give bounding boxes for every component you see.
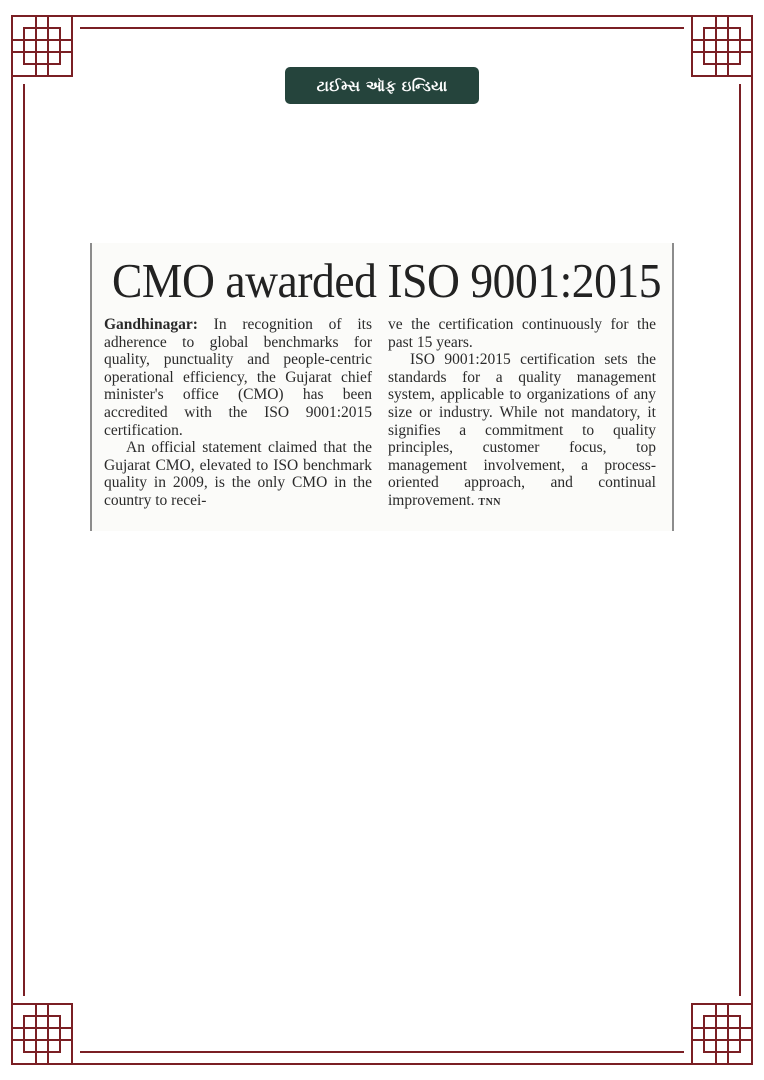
article-column-2 bbox=[388, 316, 656, 512]
article-paragraph-text: ISO 9001:2015 certification sets the standards for a quality management system, applicable to organizations of any size or industry. While not mandatory, it signifies a commitment to quality principles, customer focus, top management involvement, a process-oriented approach, and continual improvement. bbox=[388, 351, 656, 509]
publication-badge: ટાઈમ્સ ઑફ ઇન્ડિયા bbox=[285, 67, 479, 104]
article-paragraph: An official statement claimed that the Gujarat CMO, elevated to ISO benchmark quality in 2009, is the only CMO in the country to recei- bbox=[104, 439, 372, 509]
column-rule-right bbox=[672, 243, 674, 531]
article-headline: CMO awarded ISO 9001:2015 bbox=[112, 253, 662, 308]
article-column-1 bbox=[104, 316, 372, 510]
column-rule-left bbox=[90, 243, 92, 531]
article-dateline: Gandhinagar: bbox=[104, 316, 198, 333]
article-paragraph bbox=[388, 351, 656, 511]
article-paragraph: ve the certification continuously for the past 15 years. bbox=[388, 316, 656, 351]
article-credit: TNN bbox=[478, 496, 502, 508]
article-paragraph bbox=[104, 316, 372, 439]
article-paragraph-text: In recognition of its adherence to global benchmarks for quality, punctuality and people-centric operational efficiency, the Gujarat chief minister's office (CMO) has been accredited with the ISO 9001:2015 certification. bbox=[104, 316, 372, 439]
newspaper-clipping bbox=[90, 243, 674, 531]
